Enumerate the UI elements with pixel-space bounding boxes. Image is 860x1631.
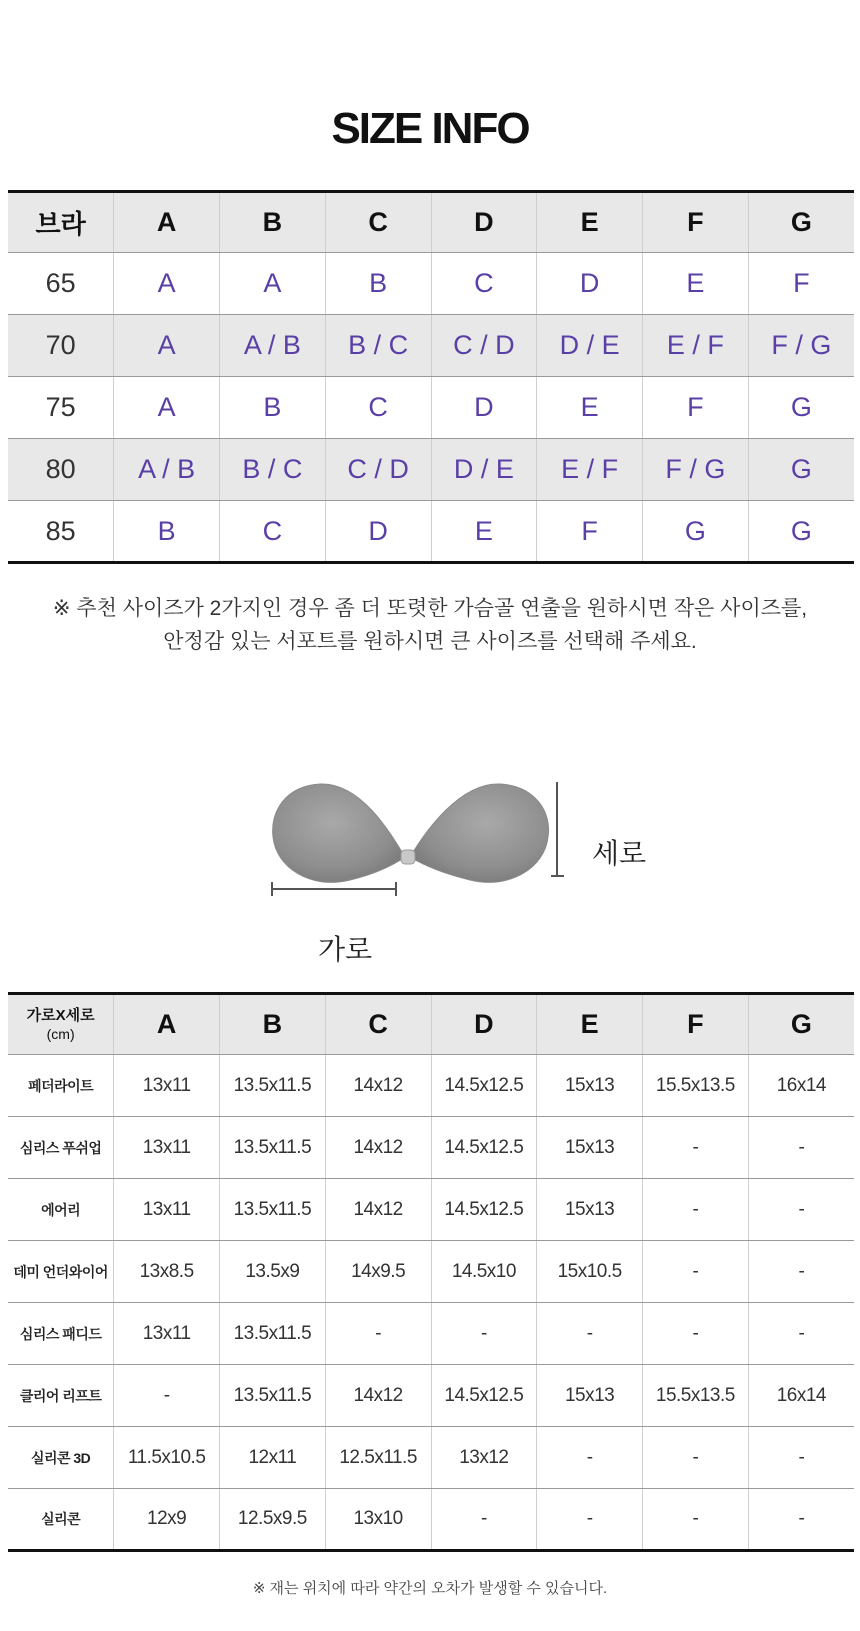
dimension-value-cell: 14x12: [325, 1055, 431, 1117]
dimension-value-cell: -: [325, 1303, 431, 1365]
dimension-value-cell: 12x9: [114, 1489, 220, 1551]
dimension-value-cell: 14.5x12.5: [431, 1365, 537, 1427]
dimension-value-cell: 14x12: [325, 1365, 431, 1427]
recommended-size-cell: E / F: [537, 439, 643, 501]
dimension-value-cell: 14x12: [325, 1179, 431, 1241]
dimension-value-cell: -: [748, 1427, 854, 1489]
size-chart-row: [8, 501, 854, 563]
recommended-size-cell: D / E: [431, 439, 537, 501]
size-chart-body: [8, 253, 854, 563]
dimension-chart-row: [8, 1427, 854, 1489]
size-chart-column-header: E: [537, 192, 643, 253]
recommended-size-cell: G: [643, 501, 749, 563]
recommended-size-cell: A / B: [114, 439, 220, 501]
recommended-size-cell: F: [537, 501, 643, 563]
dimension-value-cell: -: [748, 1117, 854, 1179]
product-name-cell: 실리콘: [8, 1489, 114, 1551]
dimension-chart-unit: (cm): [46, 1025, 75, 1042]
dimension-chart-header-row: [8, 994, 854, 1055]
dimension-chart-row: [8, 1055, 854, 1117]
dimension-value-cell: 14.5x12.5: [431, 1179, 537, 1241]
recommended-size-cell: E / F: [643, 315, 749, 377]
dimension-value-cell: 15.5x13.5: [643, 1365, 749, 1427]
dimension-value-cell: -: [431, 1303, 537, 1365]
dimension-value-cell: 13x8.5: [114, 1241, 220, 1303]
height-measure-line: [551, 782, 564, 876]
recommended-size-cell: E: [431, 501, 537, 563]
page-title: SIZE INFO: [331, 104, 529, 153]
dimension-chart-row: [8, 1117, 854, 1179]
dimension-chart-row: [8, 1303, 854, 1365]
dimension-value-cell: -: [431, 1489, 537, 1551]
dimension-chart-column-header: G: [748, 994, 854, 1055]
recommended-size-cell: C / D: [431, 315, 537, 377]
dimension-value-cell: -: [537, 1303, 643, 1365]
dimension-chart-row: [8, 1241, 854, 1303]
dimension-value-cell: 13.5x11.5: [220, 1179, 326, 1241]
cup-dimension-chart: [8, 992, 854, 1552]
dimension-value-cell: 12x11: [220, 1427, 326, 1489]
product-name-cell: 실리콘 3D: [8, 1427, 114, 1489]
size-recommendation-note-line: ※ 추천 사이즈가 2가지인 경우 좀 더 또렷한 가슴골 연출을 원하시면 작은 사이즈를,: [52, 597, 808, 620]
size-chart-column-header: G: [748, 192, 854, 253]
recommended-size-cell: E: [643, 253, 749, 315]
dimension-value-cell: 13x12: [431, 1427, 537, 1489]
width-measure-line: [272, 882, 396, 896]
dimension-chart-corner-label: 가로X세로: [26, 1006, 95, 1024]
recommended-size-cell: B: [325, 253, 431, 315]
dimension-value-cell: 14x12: [325, 1117, 431, 1179]
size-chart-column-header: C: [325, 192, 431, 253]
band-size-cell: 70: [8, 315, 114, 377]
dimension-value-cell: -: [537, 1427, 643, 1489]
recommended-size-cell: C: [431, 253, 537, 315]
band-size-cell: 80: [8, 439, 114, 501]
recommended-size-cell: A: [114, 315, 220, 377]
dimension-value-cell: 16x14: [748, 1055, 854, 1117]
size-chart-header-row: [8, 192, 854, 253]
dimension-value-cell: -: [643, 1117, 749, 1179]
recommended-size-cell: C: [220, 501, 326, 563]
recommended-size-cell: C: [325, 377, 431, 439]
dimension-value-cell: -: [643, 1427, 749, 1489]
dimension-value-cell: 14.5x12.5: [431, 1055, 537, 1117]
recommended-size-cell: E: [537, 377, 643, 439]
dimension-value-cell: 15x13: [537, 1117, 643, 1179]
product-name-cell: 심리스 패디드: [8, 1303, 114, 1365]
recommended-size-cell: F: [748, 253, 854, 315]
dimension-value-cell: 13x11: [114, 1117, 220, 1179]
center-clasp-shape: [401, 850, 415, 864]
dimension-value-cell: 15x10.5: [537, 1241, 643, 1303]
dimension-value-cell: -: [643, 1489, 749, 1551]
dimension-value-cell: -: [114, 1365, 220, 1427]
dimension-value-cell: 12.5x9.5: [220, 1489, 326, 1551]
size-chart-column-header: F: [643, 192, 749, 253]
dimension-value-cell: 11.5x10.5: [114, 1427, 220, 1489]
recommended-size-cell: G: [748, 377, 854, 439]
recommended-size-cell: A: [114, 253, 220, 315]
recommended-size-cell: D: [537, 253, 643, 315]
dimension-value-cell: 13.5x11.5: [220, 1117, 326, 1179]
size-recommendation-note-line: 안정감 있는 서포트를 원하시면 큰 사이즈를 선택해 주세요.: [163, 630, 697, 653]
dimension-value-cell: 15x13: [537, 1365, 643, 1427]
band-size-cell: 65: [8, 253, 114, 315]
band-size-cell: 85: [8, 501, 114, 563]
measurement-tolerance-note: ※ 재는 위치에 따라 약간의 오차가 발생할 수 있습니다.: [252, 1580, 608, 1597]
recommended-size-cell: C / D: [325, 439, 431, 501]
dimension-value-cell: 14.5x12.5: [431, 1117, 537, 1179]
dimension-value-cell: 15x13: [537, 1179, 643, 1241]
dimension-value-cell: -: [748, 1179, 854, 1241]
size-chart-row: [8, 377, 854, 439]
dimension-value-cell: -: [798, 1508, 805, 1529]
recommended-size-cell: A: [220, 253, 326, 315]
dimension-value-cell: -: [643, 1241, 749, 1303]
dimension-value-cell: 12.5x11.5: [325, 1427, 431, 1489]
dimension-chart-column-header: E: [537, 994, 643, 1055]
left-cup-shape: [273, 784, 405, 882]
dimension-chart-row: [8, 1489, 854, 1551]
size-chart-column-header: A: [114, 192, 220, 253]
dimension-chart-corner: [8, 994, 114, 1055]
dimension-chart-column-header: D: [431, 994, 537, 1055]
product-name-cell: 클리어 리프트: [8, 1365, 114, 1427]
dimension-chart-column-header: A: [114, 994, 220, 1055]
recommended-size-cell: G: [748, 439, 854, 501]
recommended-size-cell: B: [114, 501, 220, 563]
recommended-size-cell: G: [790, 515, 812, 546]
dimension-value-cell: 13x11: [114, 1303, 220, 1365]
recommended-size-cell: D: [431, 377, 537, 439]
dimension-value-cell: 16x14: [748, 1365, 854, 1427]
recommended-size-cell: B / C: [325, 315, 431, 377]
dimension-chart-row: [8, 1179, 854, 1241]
product-name-cell: 페더라이트: [8, 1055, 114, 1117]
dimension-chart-column-header: C: [325, 994, 431, 1055]
dimension-value-cell: -: [643, 1179, 749, 1241]
dimension-chart-row: [8, 1365, 854, 1427]
size-chart-column-header: D: [431, 192, 537, 253]
right-cup-shape: [410, 784, 549, 882]
dimension-value-cell: 13.5x11.5: [220, 1055, 326, 1117]
dimension-value-cell: 13x10: [325, 1489, 431, 1551]
width-label: 가로: [318, 934, 373, 965]
dimension-chart-body: [8, 1055, 854, 1551]
product-name-cell: 심리스 푸쉬업: [8, 1117, 114, 1179]
dimension-chart-column-header: B: [220, 994, 326, 1055]
size-recommendation-note: [0, 592, 860, 658]
size-chart-row: [8, 315, 854, 377]
recommended-size-cell: B: [220, 377, 326, 439]
recommended-size-cell: F / G: [643, 439, 749, 501]
height-label: 세로: [592, 838, 647, 869]
dimension-value-cell: 15x13: [537, 1055, 643, 1117]
dimension-value-cell: -: [537, 1489, 643, 1551]
dimension-value-cell: 15.5x13.5: [643, 1055, 749, 1117]
bra-size-chart: [8, 190, 854, 564]
product-name-cell: 데미 언더와이어: [8, 1241, 114, 1303]
recommended-size-cell: F: [643, 377, 749, 439]
dimension-value-cell: 13x11: [114, 1055, 220, 1117]
recommended-size-cell: F / G: [748, 315, 854, 377]
dimension-value-cell: 13.5x11.5: [220, 1365, 326, 1427]
size-chart-column-header: B: [220, 192, 326, 253]
dimension-value-cell: 13x11: [114, 1179, 220, 1241]
dimension-value-cell: 13.5x11.5: [220, 1303, 326, 1365]
dimension-value-cell: 14.5x10: [431, 1241, 537, 1303]
recommended-size-cell: B / C: [220, 439, 326, 501]
product-name-cell: 에어리: [8, 1179, 114, 1241]
band-size-cell: 75: [8, 377, 114, 439]
dimension-chart-column-header: F: [643, 994, 749, 1055]
recommended-size-cell: D / E: [537, 315, 643, 377]
recommended-size-cell: A / B: [220, 315, 326, 377]
dimension-value-cell: -: [643, 1303, 749, 1365]
size-chart-row: [8, 439, 854, 501]
size-chart-corner-label: 브라: [8, 192, 114, 253]
dimension-value-cell: -: [748, 1241, 854, 1303]
dimension-value-cell: 13.5x9: [220, 1241, 326, 1303]
recommended-size-cell: D: [325, 501, 431, 563]
size-chart-row: [8, 253, 854, 315]
recommended-size-cell: A: [114, 377, 220, 439]
dimension-value-cell: -: [748, 1303, 854, 1365]
dimension-value-cell: 14x9.5: [325, 1241, 431, 1303]
